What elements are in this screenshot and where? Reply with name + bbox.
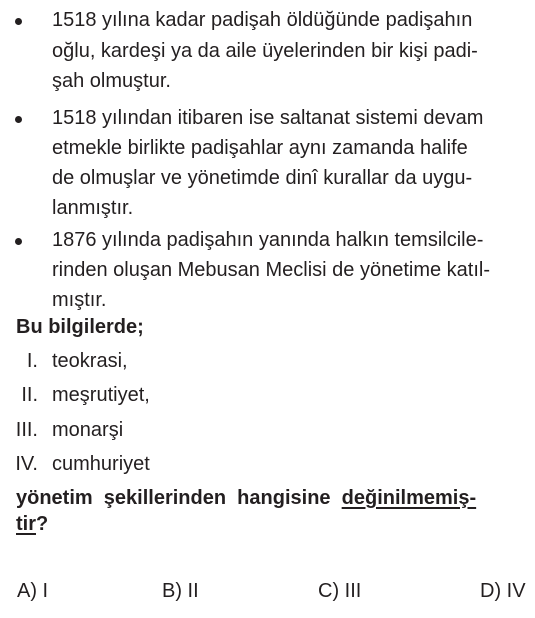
statement-line: oğlu, kardeşi ya da aile üyelerinden bir kişi padi- [52,40,478,62]
statement-line: de olmuşlar ve yönetimde dinî kurallar da uygu- [52,167,473,189]
question-emphasis: değinilmemiş- [341,487,477,509]
statement-line: etmekle birlikte padişahlar aynı zamanda halife [52,137,468,159]
item-number: I. [26,350,38,372]
item-text: monarşi [52,419,124,441]
choice-d[interactable]: D) IV [480,580,526,602]
item-number: II. [21,384,38,406]
item-text: meşrutiyet, [52,384,150,406]
statement-line: lanmıştır. [52,197,134,219]
question-line-1 [16,486,476,510]
statement-line: şah olmuştur. [52,70,171,92]
bullet-dot-icon [15,18,22,25]
item-number: III. [15,419,38,441]
statement-line: 1876 yılında padişahın yanında halkın temsilcile- [52,229,484,251]
question-emphasis: tir [16,513,36,535]
question-line-2 [16,512,48,536]
bullet-dot-icon [15,238,22,245]
choice-c[interactable]: C) III [318,580,362,602]
question-text: yönetim şekillerinden hangisine [16,487,342,509]
item-number: IV. [15,453,38,475]
choice-b[interactable]: B) II [162,580,199,602]
statement-line: rinden oluşan Mebusan Meclisi de yönetime katıl- [52,259,490,281]
prompt-text: Bu bilgilerde; [16,316,144,338]
question-mark: ? [36,513,49,535]
item-text: cumhuriyet [52,453,150,475]
statement-line: 1518 yılından itibaren ise saltanat sistemi devam [52,107,484,129]
statement-line: mıştır. [52,289,107,311]
item-text: teokrasi, [52,350,128,372]
choice-a[interactable]: A) I [17,580,49,602]
statement-line: 1518 yılına kadar padişah öldüğünde padişahın [52,9,473,31]
bullet-dot-icon [15,116,22,123]
